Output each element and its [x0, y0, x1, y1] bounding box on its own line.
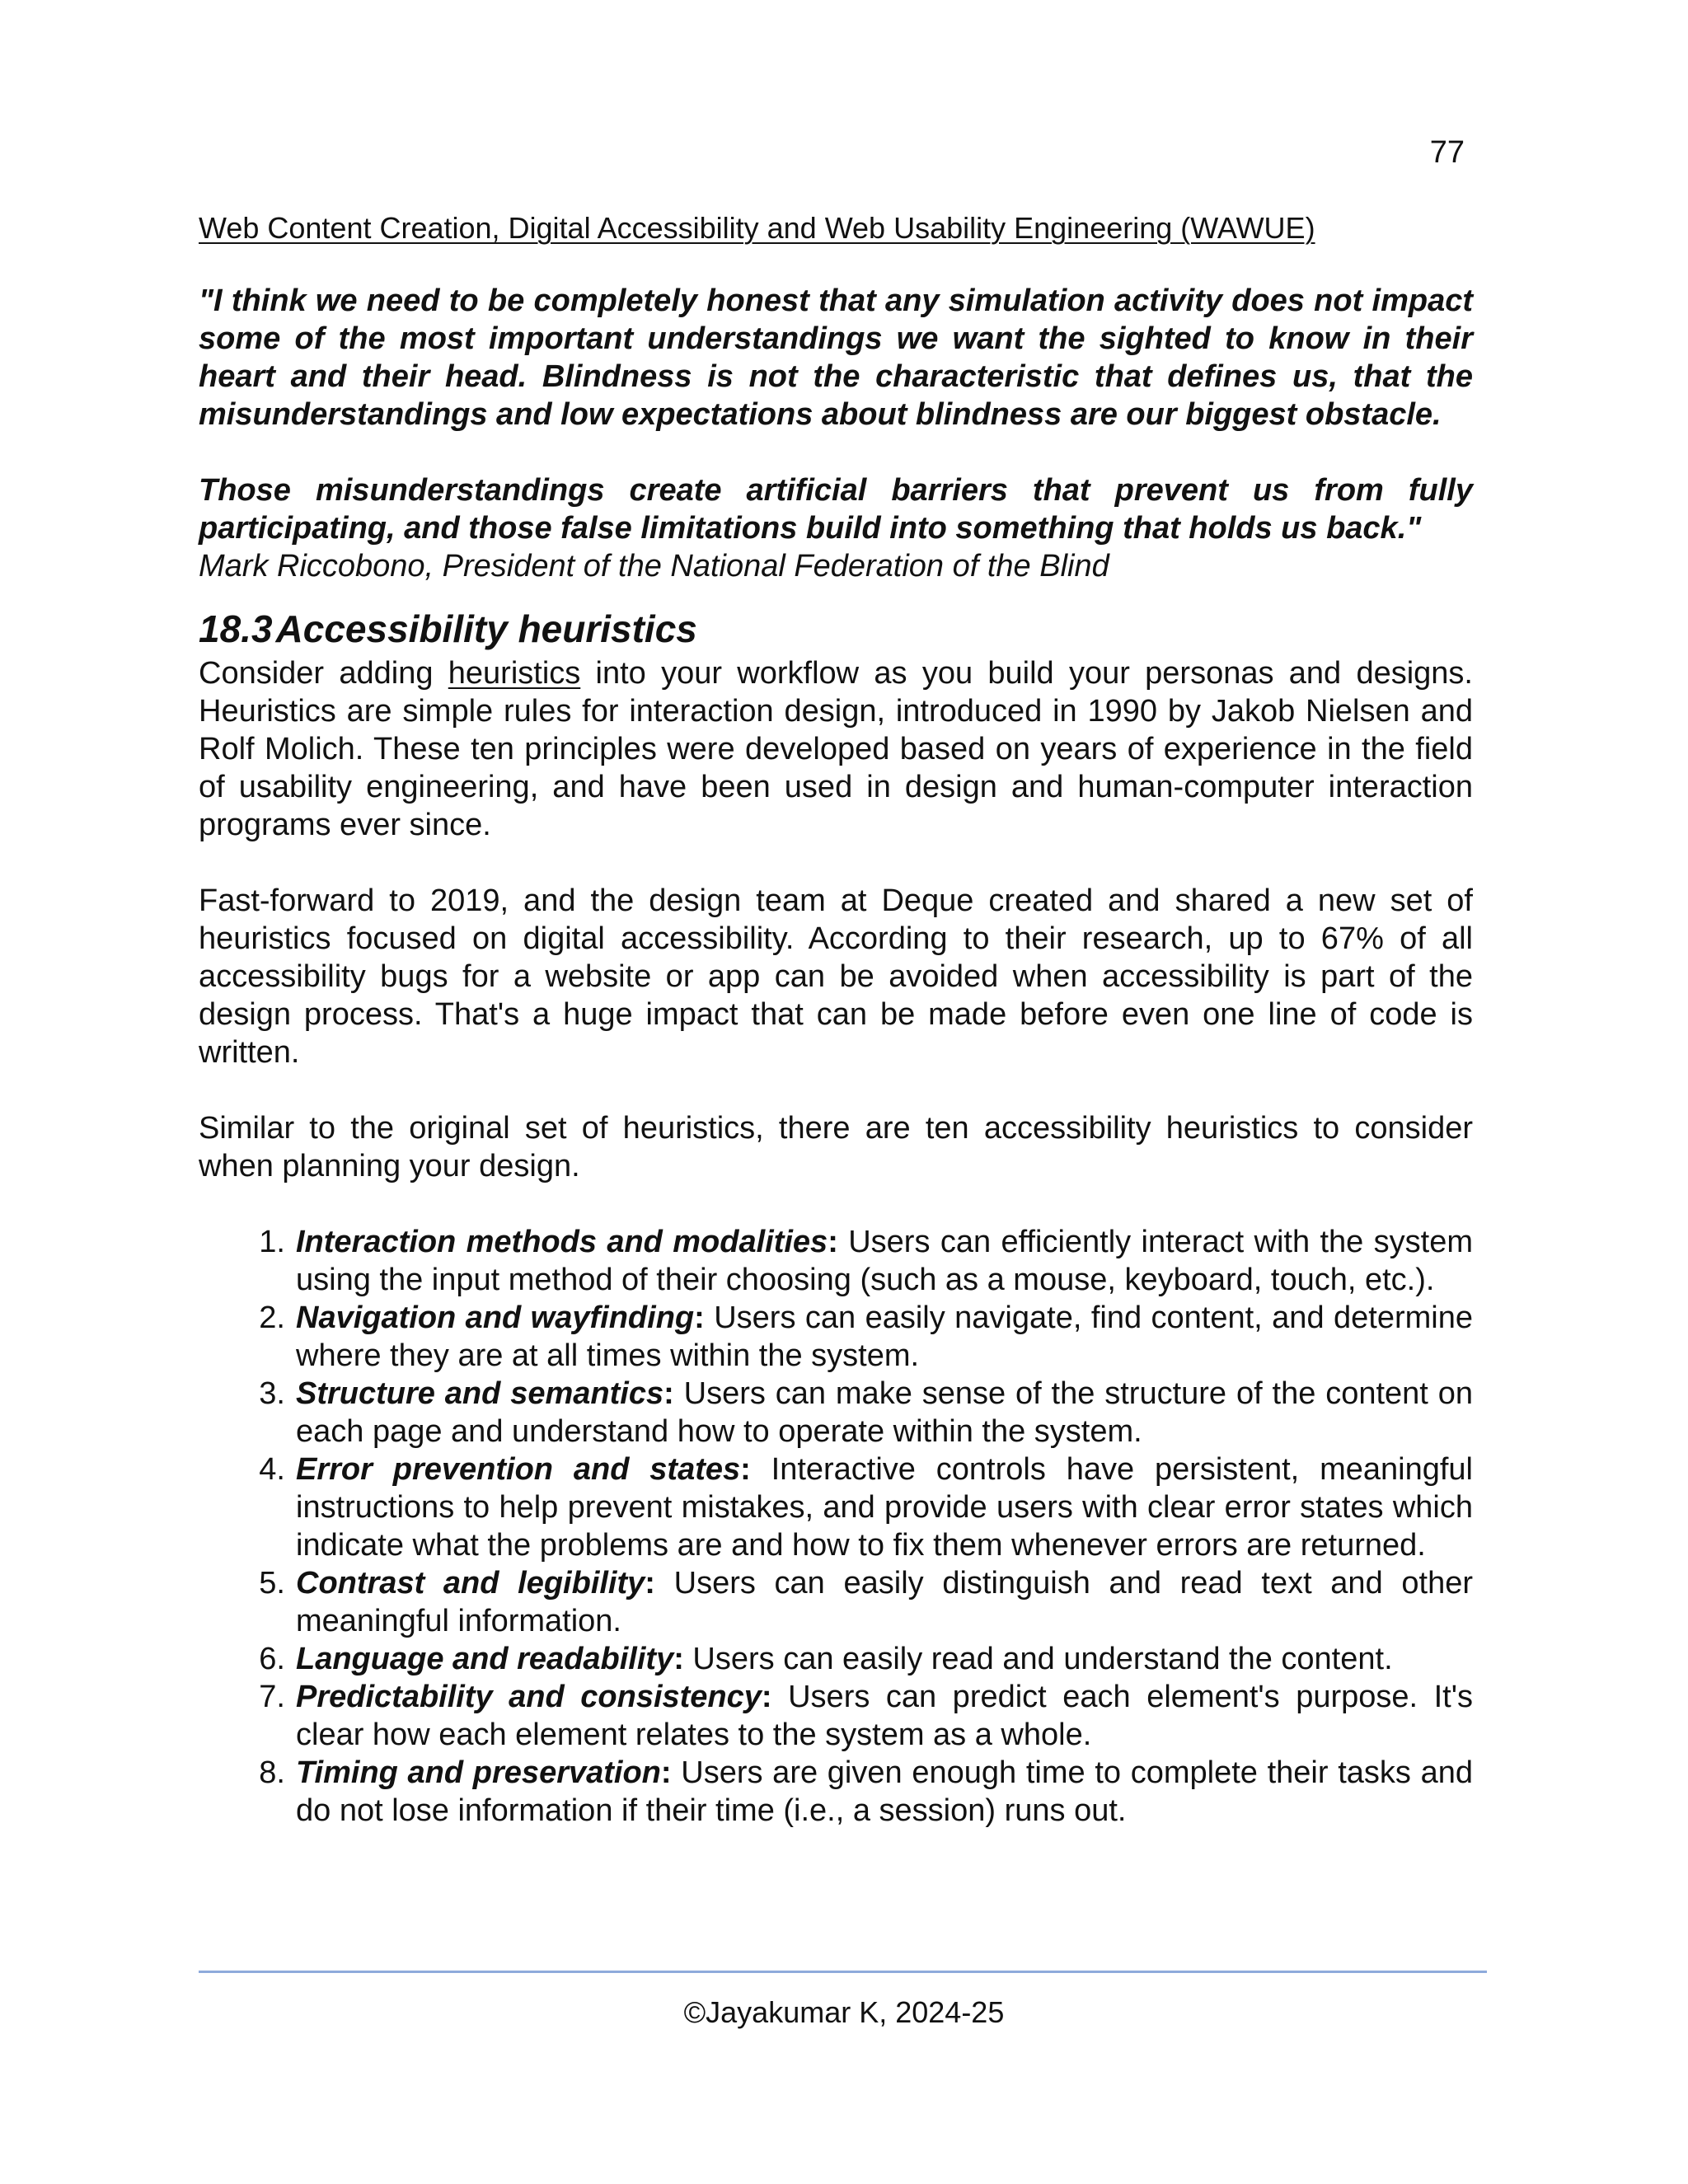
- list-marker: 5.: [259, 1566, 285, 1601]
- list-item: [199, 1678, 1473, 1754]
- page-content: [199, 209, 1473, 1830]
- heuristic-description: Users can easily distinguish and read text and other meaningful information.: [296, 1566, 1473, 1638]
- heuristic-colon: :: [645, 1566, 655, 1601]
- paragraph-text: into your workflow as you build your personas and designs. Heuristics are simple rules for interaction design, introduced in 1990 by Jakob Nielsen and Rolf Molich. These ten principles were developed based on years of experience in the field of usability engineering, and have been used in design and human-computer interaction programs ever since.: [199, 656, 1473, 842]
- heuristic-colon: :: [660, 1755, 672, 1790]
- paragraph-text: Consider adding: [199, 656, 448, 691]
- section-number: 18.3: [199, 607, 273, 650]
- heuristic-description: Users can easily read and understand the content.: [683, 1642, 1393, 1676]
- quote-paragraph: "I think we need to be completely honest that any simulation activity does not impact some of the most important understandings we want the sighted to know in their heart and their head. Blindness is not the characteristic that defines us, that the misunderstandings and low expectations about blindness are our biggest obstacle.: [199, 284, 1473, 432]
- heuristic-term: Predictability and consistency: [296, 1680, 762, 1714]
- list-marker: 4.: [259, 1452, 285, 1487]
- heuristic-colon: :: [740, 1452, 751, 1487]
- heuristic-colon: :: [761, 1680, 772, 1714]
- list-marker: 1.: [259, 1225, 285, 1259]
- body-paragraph: [199, 654, 1473, 844]
- heuristic-term: Contrast and legibility: [296, 1566, 645, 1601]
- list-marker: 7.: [259, 1680, 285, 1714]
- list-item: [199, 1375, 1473, 1451]
- heuristics-list: [199, 1223, 1473, 1830]
- list-item: [199, 1299, 1473, 1375]
- footer-copyright: ©Jayakumar K, 2024-25: [683, 1995, 1005, 2029]
- list-marker: 2.: [259, 1301, 285, 1335]
- heuristic-term: Navigation and wayfinding: [296, 1301, 695, 1335]
- heuristic-term: Structure and semantics: [296, 1376, 664, 1411]
- body-paragraph: Fast-forward to 2019, and the design team at Deque created and shared a new set of heuristics focused on digital accessibility. According to their research, up to 67% of all accessibility bugs for a website or app can be avoided when accessibility is part of the design process. That's a huge impact that can be made before even one line of code is written.: [199, 883, 1473, 1070]
- list-item: [199, 1754, 1473, 1830]
- footer-divider: [199, 1971, 1487, 1973]
- heuristic-description: Users can easily navigate, find content, and determine where they are at all times within the system.: [296, 1301, 1473, 1373]
- heuristic-description: Users can efficiently interact with the system using the input method of their choosing (such as a mouse, keyboard, touch, etc.).: [296, 1225, 1474, 1297]
- heuristic-description: Users can predict each element's purpose. It's clear how each element relates to the system as a whole.: [296, 1680, 1473, 1752]
- list-marker: 8.: [259, 1755, 285, 1790]
- heuristic-term: Language and readability: [296, 1642, 674, 1676]
- quote-attribution: Mark Riccobono, President of the National Federation of the Blind: [199, 549, 1109, 583]
- heuristic-colon: :: [663, 1376, 674, 1411]
- list-item: [199, 1451, 1473, 1564]
- heuristic-colon: :: [694, 1301, 705, 1335]
- section-heading: [199, 605, 1473, 653]
- section-title: Accessibility heuristics: [275, 607, 697, 650]
- quote-paragraph: Those misunderstandings create artificial barriers that prevent us from fully participating, and those false limitations build into something that holds us back.": [199, 473, 1473, 546]
- list-item: [199, 1564, 1473, 1640]
- heuristic-description: Users can make sense of the structure of the content on each page and understand how to operate within the system.: [296, 1376, 1474, 1449]
- heuristics-link[interactable]: heuristics: [448, 656, 581, 691]
- heuristic-description: Users are given enough time to complete their tasks and do not lose information if their time (i.e., a session) runs out.: [296, 1755, 1474, 1828]
- heuristic-term: Error prevention and states: [296, 1452, 741, 1487]
- heuristic-term: Interaction methods and modalities: [296, 1225, 828, 1259]
- list-item: [199, 1223, 1473, 1299]
- body-paragraph: Similar to the original set of heuristics, there are ten accessibility heuristics to consider when planning your design.: [199, 1111, 1473, 1183]
- heuristic-colon: :: [828, 1225, 838, 1259]
- heuristic-description: Interactive controls have persistent, meaningful instructions to help prevent mistakes, and provide users with clear error states which indicate what the problems are and how to fix them whenever errors are returned.: [296, 1452, 1473, 1563]
- list-marker: 6.: [259, 1642, 285, 1676]
- heuristic-colon: :: [673, 1642, 684, 1676]
- running-header: Web Content Creation, Digital Accessibility and Web Usability Engineering (WAWUE): [199, 211, 1315, 245]
- heuristic-term: Timing and preservation: [296, 1755, 661, 1790]
- page-number: 77: [1429, 135, 1465, 170]
- list-marker: 3.: [259, 1376, 285, 1411]
- list-item: [199, 1640, 1473, 1678]
